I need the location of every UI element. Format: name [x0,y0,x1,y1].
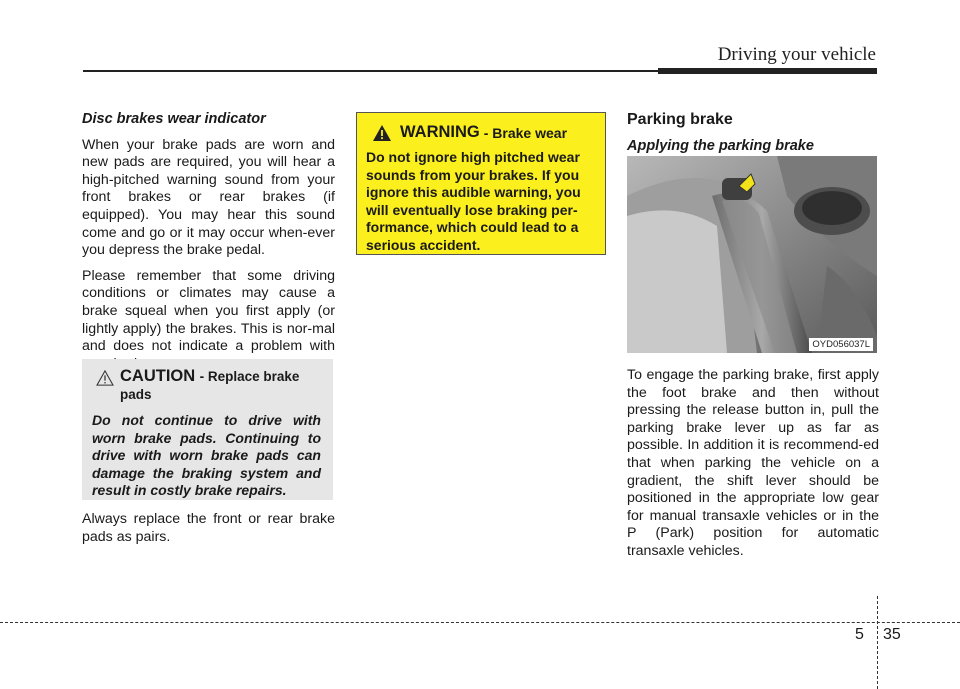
caution-title [92,367,321,404]
header-rule-accent [658,68,877,74]
caution-subtitle: - Replace brake pads [120,369,300,402]
warning-box [356,112,606,255]
footer-rule [0,622,960,623]
chapter-number: 5 [855,626,864,643]
warning-label: WARNING [400,123,480,141]
warning-subtitle: - Brake wear [483,124,568,141]
column-left [82,111,335,381]
caution-label: CAUTION [120,367,196,385]
paragraph: Always replace the front or rear brake pads as pairs. [82,511,335,545]
column-right-body [627,367,879,569]
parking-brake-heading: Parking brake [627,111,733,128]
paragraph: Please remember that some driving conditions or climates may cause a brake squeal when you first apply (or lightly apply) the brakes. This is nor-mal and does not indicate a problem with [82,267,335,355]
caution-triangle-icon [96,370,114,386]
disc-brake-heading: Disc brakes wear indicator [82,111,266,127]
footer-divider [877,596,878,689]
warning-triangle-icon [372,124,392,142]
paragraph: When your brake pads are worn and new pads are required, you will hear a high-pitched warning sound from your front brakes or rear brakes (if equipped). You may hear this sound come and go or it may occur when-ever you depress the brake pedal. [82,136,335,259]
parking-brake-figure [627,156,877,353]
column-left-bottom [82,511,335,554]
parking-brake-illustration [627,156,877,353]
caution-body: Do not continue to drive with worn brake pads. Continuing to drive with worn brake pads can damage the braking system and result in costly brake repairs. [92,412,321,498]
warning-body: Do not ignore high pitched wear sounds from your brakes. If you ignore this audible warning, you will eventually lose braking per-formance, which could lead to a serious accident. [366,149,581,253]
applying-parking-brake-heading: Applying the parking brake [627,137,814,154]
section-title: Driving your vehicle [717,44,876,65]
figure-code: OYD056037L [809,338,873,351]
warning-title [372,123,596,142]
caution-box [82,359,333,500]
page-number: 35 [883,626,901,643]
paragraph: To engage the parking brake, first apply the foot brake and then without pressing the release button in, pull the parking brake lever up as far as possible. In addition it is recommend-ed that when parking the vehicle on a gradient, the shift lever should be positioned in the appropriate low gear for manual transaxle vehicles or in the P (Park) position for automatic transaxle vehicles. [627,367,879,559]
